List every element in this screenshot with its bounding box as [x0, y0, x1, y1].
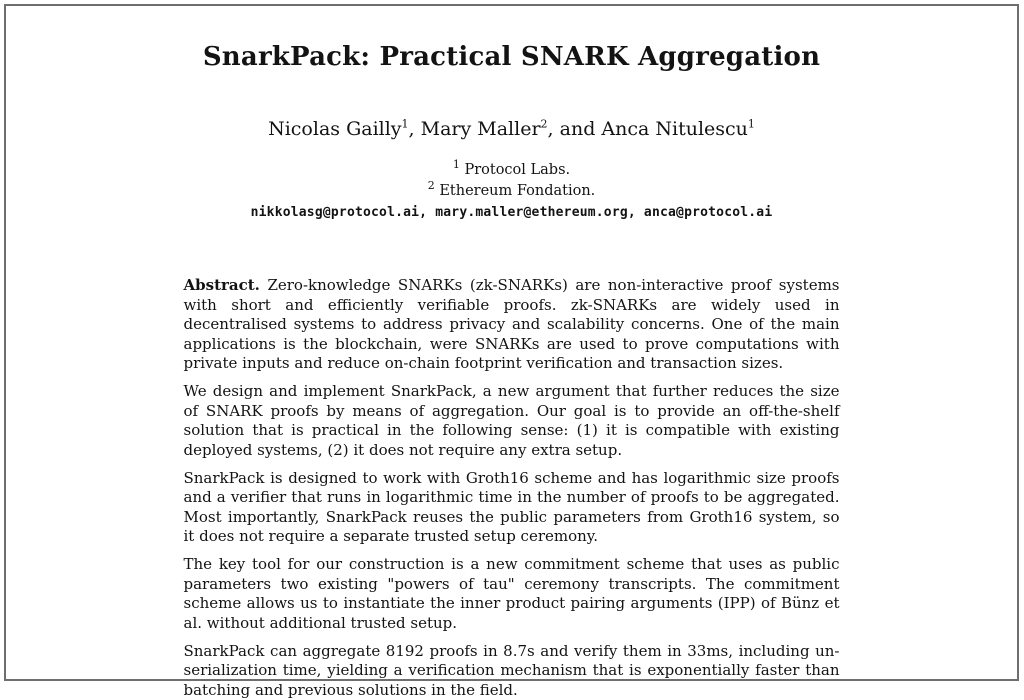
paper-title: SnarkPack: Practical SNARK Aggregation [6, 42, 1017, 72]
abstract-section [184, 276, 840, 700]
author-name: Nicolas Gailly [268, 118, 401, 140]
affiliation-number: 2 [428, 179, 435, 192]
author-affiliation-superscript: 2 [541, 118, 548, 131]
author-name: Anca Nitulescu [601, 118, 748, 140]
author-separator: , [409, 118, 421, 140]
abstract-label: Abstract. [184, 276, 260, 294]
affiliation-number: 1 [453, 158, 460, 171]
abstract-paragraph [184, 276, 840, 374]
affiliation-name: Protocol Labs. [464, 162, 570, 178]
affiliation-line [6, 160, 1017, 181]
affiliation-line [6, 181, 1017, 202]
paper-page [4, 4, 1019, 681]
author-name: Mary Maller [421, 118, 541, 140]
affiliation-name: Ethereum Fondation. [439, 183, 595, 199]
author-affiliation-superscript: 1 [748, 118, 755, 131]
affiliations-block [6, 160, 1017, 202]
author-affiliation-superscript: 1 [402, 118, 409, 131]
abstract-paragraph: SnarkPack can aggregate 8192 proofs in 8.7s and verify them in 33ms, including un-serialization time, yielding a verification mechanism that is exponentially faster than batching and previous solutions in the field. [184, 642, 840, 700]
abstract-paragraph: We design and implement SnarkPack, a new argument that further reduces the size of SNARK proofs by means of aggregation. Our goal is to provide an off-the-shelf solution that is practical in the following sense: (1) it is compatible with existing deployed systems, (2) it does not require any extra setup. [184, 382, 840, 460]
author-separator: , and [548, 118, 602, 140]
abstract-text: Zero-knowledge SNARKs (zk-SNARKs) are non-interactive proof systems with short and efficiently verifiable proofs. zk-SNARKs are widely used in decentralised systems to address privacy and scalability concerns. One of the main applications is the blockchain, were SNARKs are used to prove computations with private inputs and reduce on-chain footprint verification and transaction sizes. [184, 276, 840, 372]
abstract-paragraph: SnarkPack is designed to work with Groth16 scheme and has logarithmic size proofs and a verifier that runs in logarithmic time in the number of proofs to be aggregated. Most importantly, SnarkPack reuses the public parameters from Groth16 system, so it does not require a separate trusted setup ceremony. [184, 469, 840, 547]
author-line [6, 118, 1017, 140]
abstract-paragraph: The key tool for our construction is a new commitment scheme that uses as public parameters two existing "powers of tau" ceremony transcripts. The commitment scheme allows us to instantiate the inner product pairing arguments (IPP) of Bünz et al. without additional trusted setup. [184, 555, 840, 633]
author-emails: nikkolasg@protocol.ai, mary.maller@ethereum.org, anca@protocol.ai [6, 205, 1017, 220]
